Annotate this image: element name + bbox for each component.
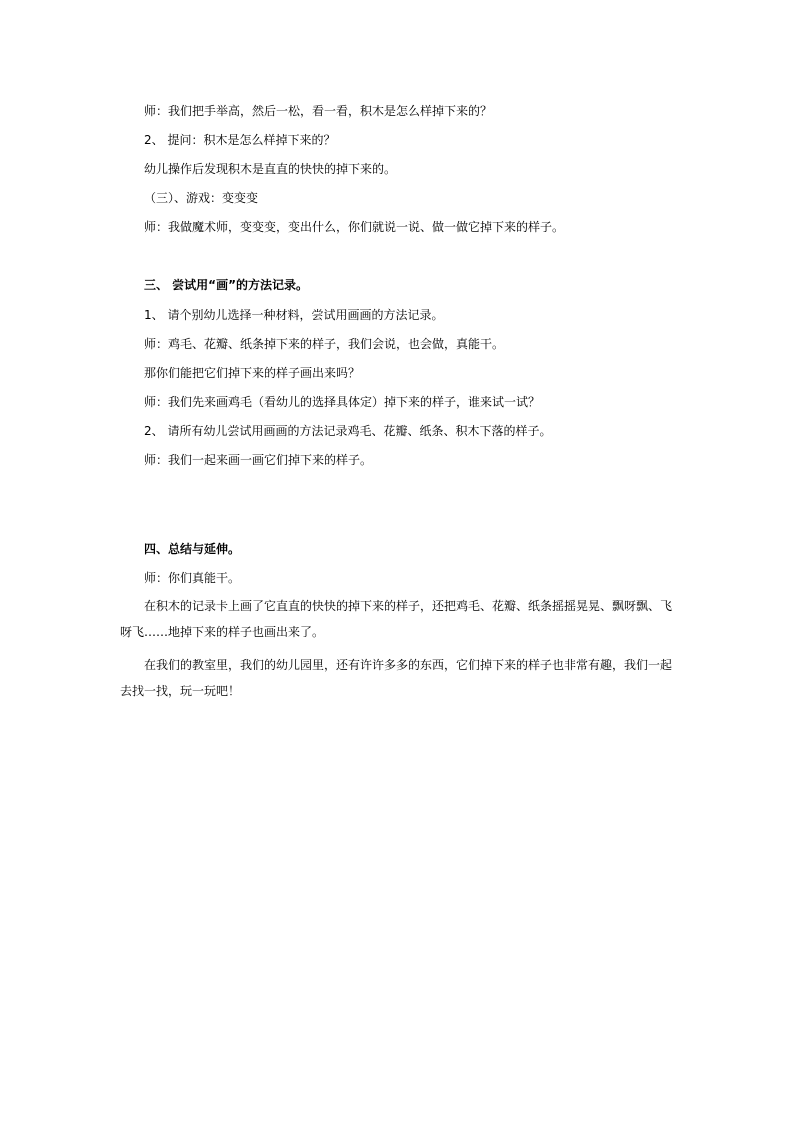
text-line: 师：你们真能干。 <box>144 571 241 585</box>
text-line: 师：我们先来画鸡毛（看幼儿的选择具体定）掉下来的样子，谁来试一试？ <box>144 395 541 409</box>
text-line: 1、 请个别幼儿选择一种材料，尝试用画画的方法记录。 <box>144 308 444 322</box>
text-line: 幼儿操作后发现积木是直直的快快的掉下来的。 <box>144 162 397 176</box>
text-line: 师：我们一起来画一画它们掉下来的样子。 <box>144 453 373 467</box>
paragraph: 在我们的教室里，我们的幼儿园里，还有许许多多的东西，它们掉下来的样子也非常有趣，我们一起去找一找，玩一玩吧！ <box>120 658 673 698</box>
text-line: 师：我做魔术师，变变变，变出什么，你们就说一说、做一做它掉下来的样子。 <box>144 220 565 234</box>
section-heading: 三、 尝试用“画”的方法记录。 <box>144 278 308 292</box>
text-line: 师：我们把手举高，然后一松，看一看，积木是怎么样掉下来的？ <box>144 104 493 118</box>
text-line: 2、 提问：积木是怎么样掉下来的？ <box>144 133 336 147</box>
text-line: 2、 请所有幼儿尝试用画画的方法记录鸡毛、花瓣、纸条、积木下落的样子。 <box>144 424 552 438</box>
section-heading: 四、总结与延伸。 <box>144 542 241 556</box>
text-line: 那你们能把它们掉下来的样子画出来吗？ <box>144 366 361 380</box>
text-line: 师：鸡毛、花瓣、纸条掉下来的样子，我们会说，也会做，真能干。 <box>144 337 505 351</box>
text-line: （三）、游戏：变变变 <box>144 191 259 205</box>
paragraph: 在积木的记录卡上画了它直直的快快的掉下来的样子，还把鸡毛、花瓣、纸条摇摇晃晃、飘呀飘、飞呀飞……地掉下来的样子也画出来了。 <box>120 599 673 639</box>
